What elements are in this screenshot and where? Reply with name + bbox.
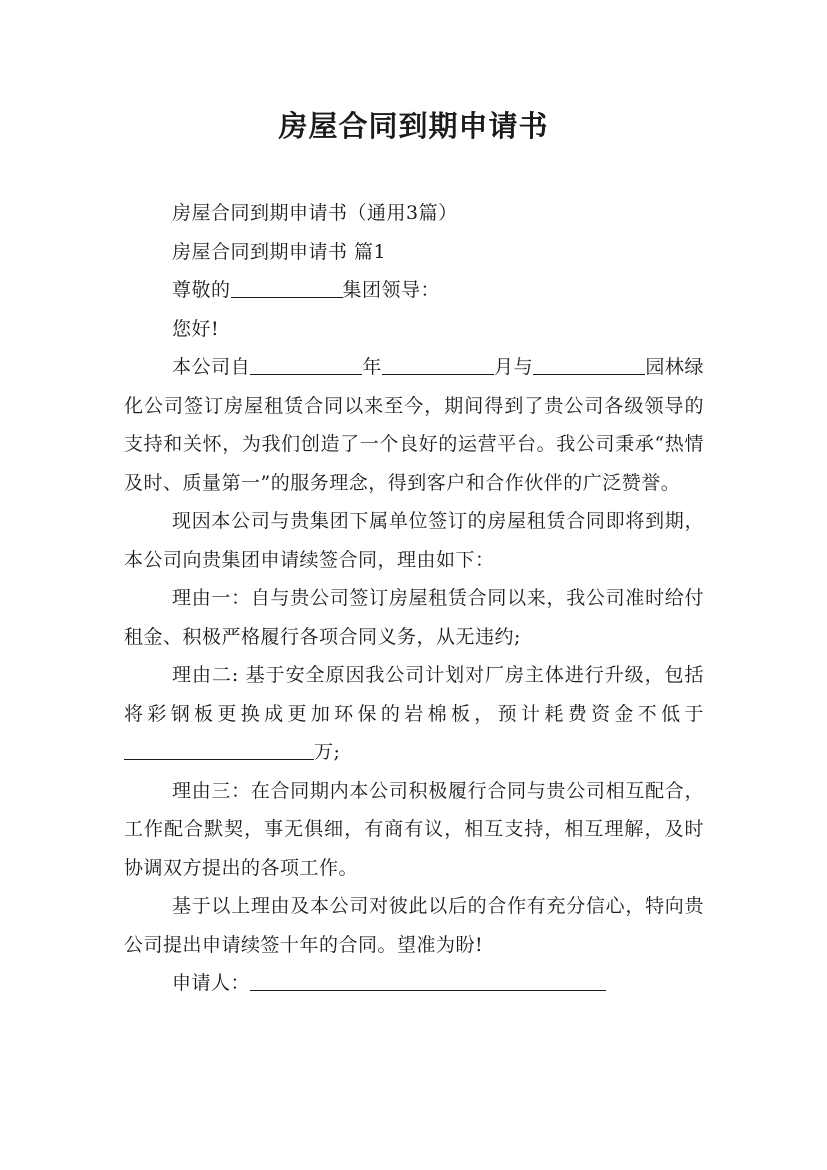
p1-part-a: 本公司自 [172,356,251,378]
document-body [124,194,704,1003]
p1-part-c: 月与 [494,356,534,378]
blank-applicant [250,970,606,991]
applicant-line [124,964,704,1003]
section-heading: 房屋合同到期申请书 篇1 [172,240,387,263]
reason-two [124,656,704,772]
reason-one: 理由一：自与贵公司签订房屋租赁合同以来，我公司准时给付租金、积极严格履行各项合同义务，从无违约; [124,587,704,648]
blank-month [382,354,494,375]
document-subtitle: 房屋合同到期申请书（通用3篇） [172,202,458,224]
reason-three: 理由三：在合同期内本公司积极履行合同与贵公司相互配合，工作配合默契，事无俱细，有商有议，相互支持，相互理解，及时协调双方提出的各项工作。 [124,779,704,879]
paragraph-conclusion: 基于以上理由及本公司对彼此以后的合作有充分信心，特向贵公司提出申请续签十年的合同。望准为盼! [124,895,704,956]
p1-part-b: 年 [362,356,382,378]
salutation-prefix: 尊敬的 [172,279,231,301]
blank-amount [124,739,314,760]
salutation [124,271,704,310]
paragraph-request: 现因本公司与贵集团下属单位签订的房屋租赁合同即将到期，本公司向贵集团申请续签合同，理由如下： [124,510,704,571]
paragraph-intro [124,348,704,502]
blank-group-name [231,277,343,298]
salutation-suffix: 集团领导： [342,279,441,301]
reason-two-text: 理由二: 基于安全原因我公司计划对厂房主体进行升级，包括将彩钢板更换成更加环保的岩棉板，预计耗费资金不低于 [124,664,704,725]
p1-part-d: 园林绿化公司签订房屋租赁合同以来至今，期间得到了贵公司各级领导的支持和关怀，为我们创造了一个良好的运营平台。我公司秉承“热情及时、质量第一”的服务理念，得到客户和合作伙伴的广泛赞誉。 [124,356,704,494]
applicant-label: 申请人： [172,972,251,994]
greeting: 您好! [172,317,220,340]
blank-year [250,354,362,375]
document-title: 房屋合同到期申请书 [278,109,549,143]
reason-two-unit: 万; [314,741,341,763]
blank-company [533,354,645,375]
